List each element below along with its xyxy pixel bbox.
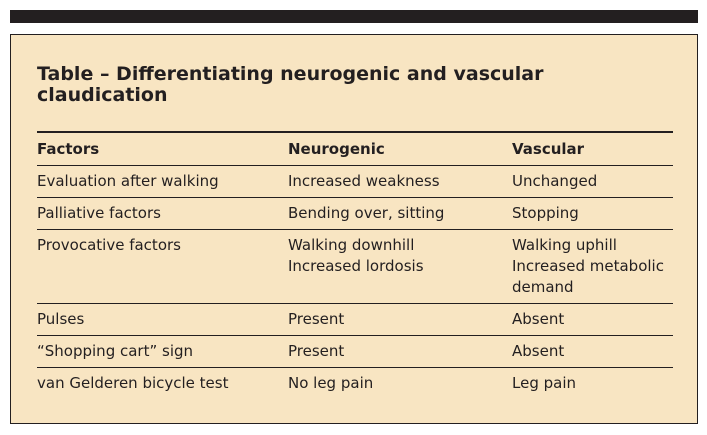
header-factors: Factors	[37, 132, 288, 166]
table-row	[37, 368, 673, 400]
factor-cell: Evaluation after walking	[37, 166, 288, 198]
table-title: Table – Differentiating neurogenic and vascular claudication	[37, 63, 544, 106]
vascular-cell: Absent	[512, 304, 673, 336]
header-vascular: Vascular	[512, 132, 673, 166]
neurogenic-cell: Bending over, sitting	[288, 198, 512, 230]
table-header-row	[37, 132, 673, 166]
vascular-cell: Absent	[512, 336, 673, 368]
neurogenic-cell: Walking downhill Increased lordosis	[288, 230, 512, 304]
factor-cell: Pulses	[37, 304, 288, 336]
vascular-cell: Stopping	[512, 198, 673, 230]
table-row	[37, 198, 673, 230]
top-rule-bar	[10, 10, 698, 23]
table-row	[37, 166, 673, 198]
table-panel	[10, 34, 698, 424]
factor-cell: Palliative factors	[37, 198, 288, 230]
table-row	[37, 304, 673, 336]
neurogenic-cell: Increased weakness	[288, 166, 512, 198]
vascular-cell: Walking uphill Increased metabolic demand	[512, 230, 673, 304]
table-row	[37, 336, 673, 368]
factor-cell: van Gelderen bicycle test	[37, 374, 229, 392]
header-neurogenic: Neurogenic	[288, 132, 512, 166]
comparison-table	[37, 131, 673, 399]
vascular-cell: Leg pain	[512, 374, 576, 392]
neurogenic-cell: Present	[288, 304, 512, 336]
neurogenic-cell: Present	[288, 336, 512, 368]
vascular-cell: Unchanged	[512, 166, 673, 198]
table-row	[37, 230, 673, 304]
factor-cell: Provocative factors	[37, 230, 288, 304]
factor-cell: “Shopping cart” sign	[37, 336, 288, 368]
neurogenic-cell: No leg pain	[288, 374, 374, 392]
